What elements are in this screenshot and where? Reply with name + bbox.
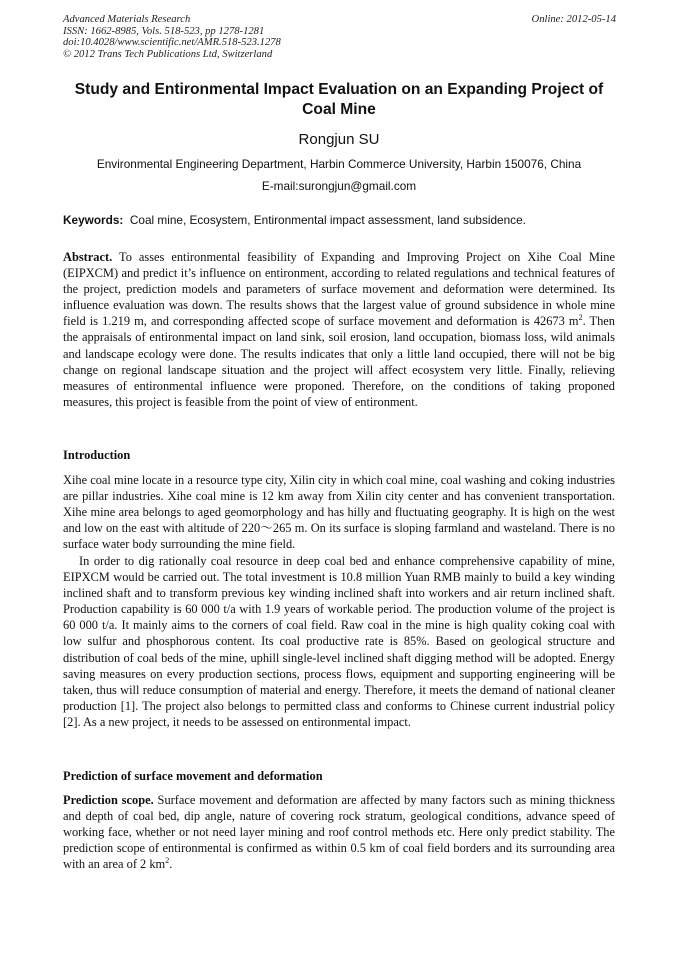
online-date: Online: 2012-05-14 bbox=[531, 14, 616, 25]
issn-line: ISSN: 1662-8985, Vols. 518-523, pp 1278-1281 bbox=[63, 25, 265, 37]
introduction-paragraph-2: In order to dig rationally coal resource in deep coal bed and enhance comprehensive capability of mine, EIPXCM would be carried out. The total investment is 10.8 million Yuan RMB mainly to build a key winding inclined shaft and to transform previous key winding inclined shaft into workers and air return inclined shaft. Production capability is 60 000 t/a with 1.9 years of workable period. The production volume of the project is 60 000 t/a. It mainly aims to the corners of coal field. Raw coal in the mine is high quality coking coal with low sulfur and phosphorous content. Its coal productive rate is 85%. Based on geological structure and distribution of coal beds of the mine, uphill single-level inclined shaft digging method will be adopted. Energy saving measures on every production sections, process flows, equipment and supporting engineering will be taken, thus will reduce consumption of material and energy. Therefore, it meets the demand of national cleaner production [1]. The project also belongs to permitted class and conforms to Chinese current industrial policy [2]. As a new project, it needs to be assessed on entironmental impact. bbox=[63, 554, 615, 729]
keywords-text: Coal mine, Ecosystem, Entironmental impact assessment, land subsidence. bbox=[129, 213, 526, 227]
prediction-scope-text-1: Surface movement and deformation are affected by many factors such as mining thickness and depth of coal bed, dip angle, nature of covering rock stratum, geological conditions, advance speed of working face, whether or not need layer mining and roof control methods etc. Here only predict stability. The prediction scope of entironmental is confirmed as within 0.5 km of coal field borders and its surrounding area with an area of 2 km bbox=[63, 793, 615, 872]
abstract-text-2: . Then the appraisals of entironmental impact on land sink, soil erosion, land occupation, biomass loss, wild animals and landscape ecology were done. The results indicates that only a little land occupied, there will not be big change on regional landscape situation and the project will affect ecosystem very little. Finally, relieving measures of entironmental influence were proponed. Therefore, on the conditions of taking proponed measures, this project is feasible from the point of view of entironment. bbox=[63, 314, 616, 409]
keywords-label: Keywords: bbox=[63, 213, 124, 227]
doi-line: doi:10.4028/www.scientific.net/AMR.518-523.1278 bbox=[63, 37, 281, 49]
prediction-scope-label: Prediction scope. bbox=[63, 793, 154, 807]
abstract-label: Abstract. bbox=[63, 250, 113, 264]
journal-header bbox=[63, 14, 281, 60]
keywords-line bbox=[63, 213, 615, 227]
abstract-superscript: 2 bbox=[578, 313, 583, 323]
journal-name: Advanced Materials Research bbox=[63, 14, 191, 25]
abstract-text-1: To asses entironmental feasibility of Expanding and Improving Project on Xihe Coal Mine (EIPXCM) and predict it’s influence on entironment, according to related regulations and technical features of the project, prediction models and parameters of surface movement and deformation were determined. Its influence evaluation was down. The results shows that the largest value of ground subsidence in whole mine field is 1.219 m, and corresponding affected scope of surface movement and deformation is 42673 m bbox=[63, 250, 616, 329]
introduction-heading: Introduction bbox=[63, 448, 131, 462]
prediction-scope-superscript: 2 bbox=[165, 856, 170, 866]
prediction-scope-text-2: . bbox=[169, 857, 173, 872]
abstract-paragraph bbox=[63, 249, 615, 410]
prediction-scope-paragraph bbox=[63, 792, 615, 872]
author-email: E-mail:surongjun@gmail.com bbox=[261, 179, 417, 193]
introduction-paragraph-1: Xihe coal mine locate in a resource type city, Xilin city in which coal mine, coal washing and coking industries are pillar industries. Xihe coal mine is 12 km away from Xilin city center and has convenient transportation. Xihe mine area belongs to aged geomorphology and has hilly and fluctuating geography. It is high on the west and low on the east with altitude of 220～265 m. On its surface is sloping farmland and wasteland. There is no surface water body surrounding the mine field. bbox=[63, 473, 615, 552]
author-affiliation: Environmental Engineering Department, Harbin Commerce University, Harbin 150076, China bbox=[96, 157, 582, 171]
author-name: Rongjun SU bbox=[298, 131, 380, 148]
prediction-heading: Prediction of surface movement and deformation bbox=[63, 769, 323, 783]
copyright-line: © 2012 Trans Tech Publications Ltd, Switzerland bbox=[63, 48, 273, 60]
paper-title: Study and Entironmental Impact Evaluation on an Expanding Project of Coal Mine bbox=[74, 81, 604, 118]
